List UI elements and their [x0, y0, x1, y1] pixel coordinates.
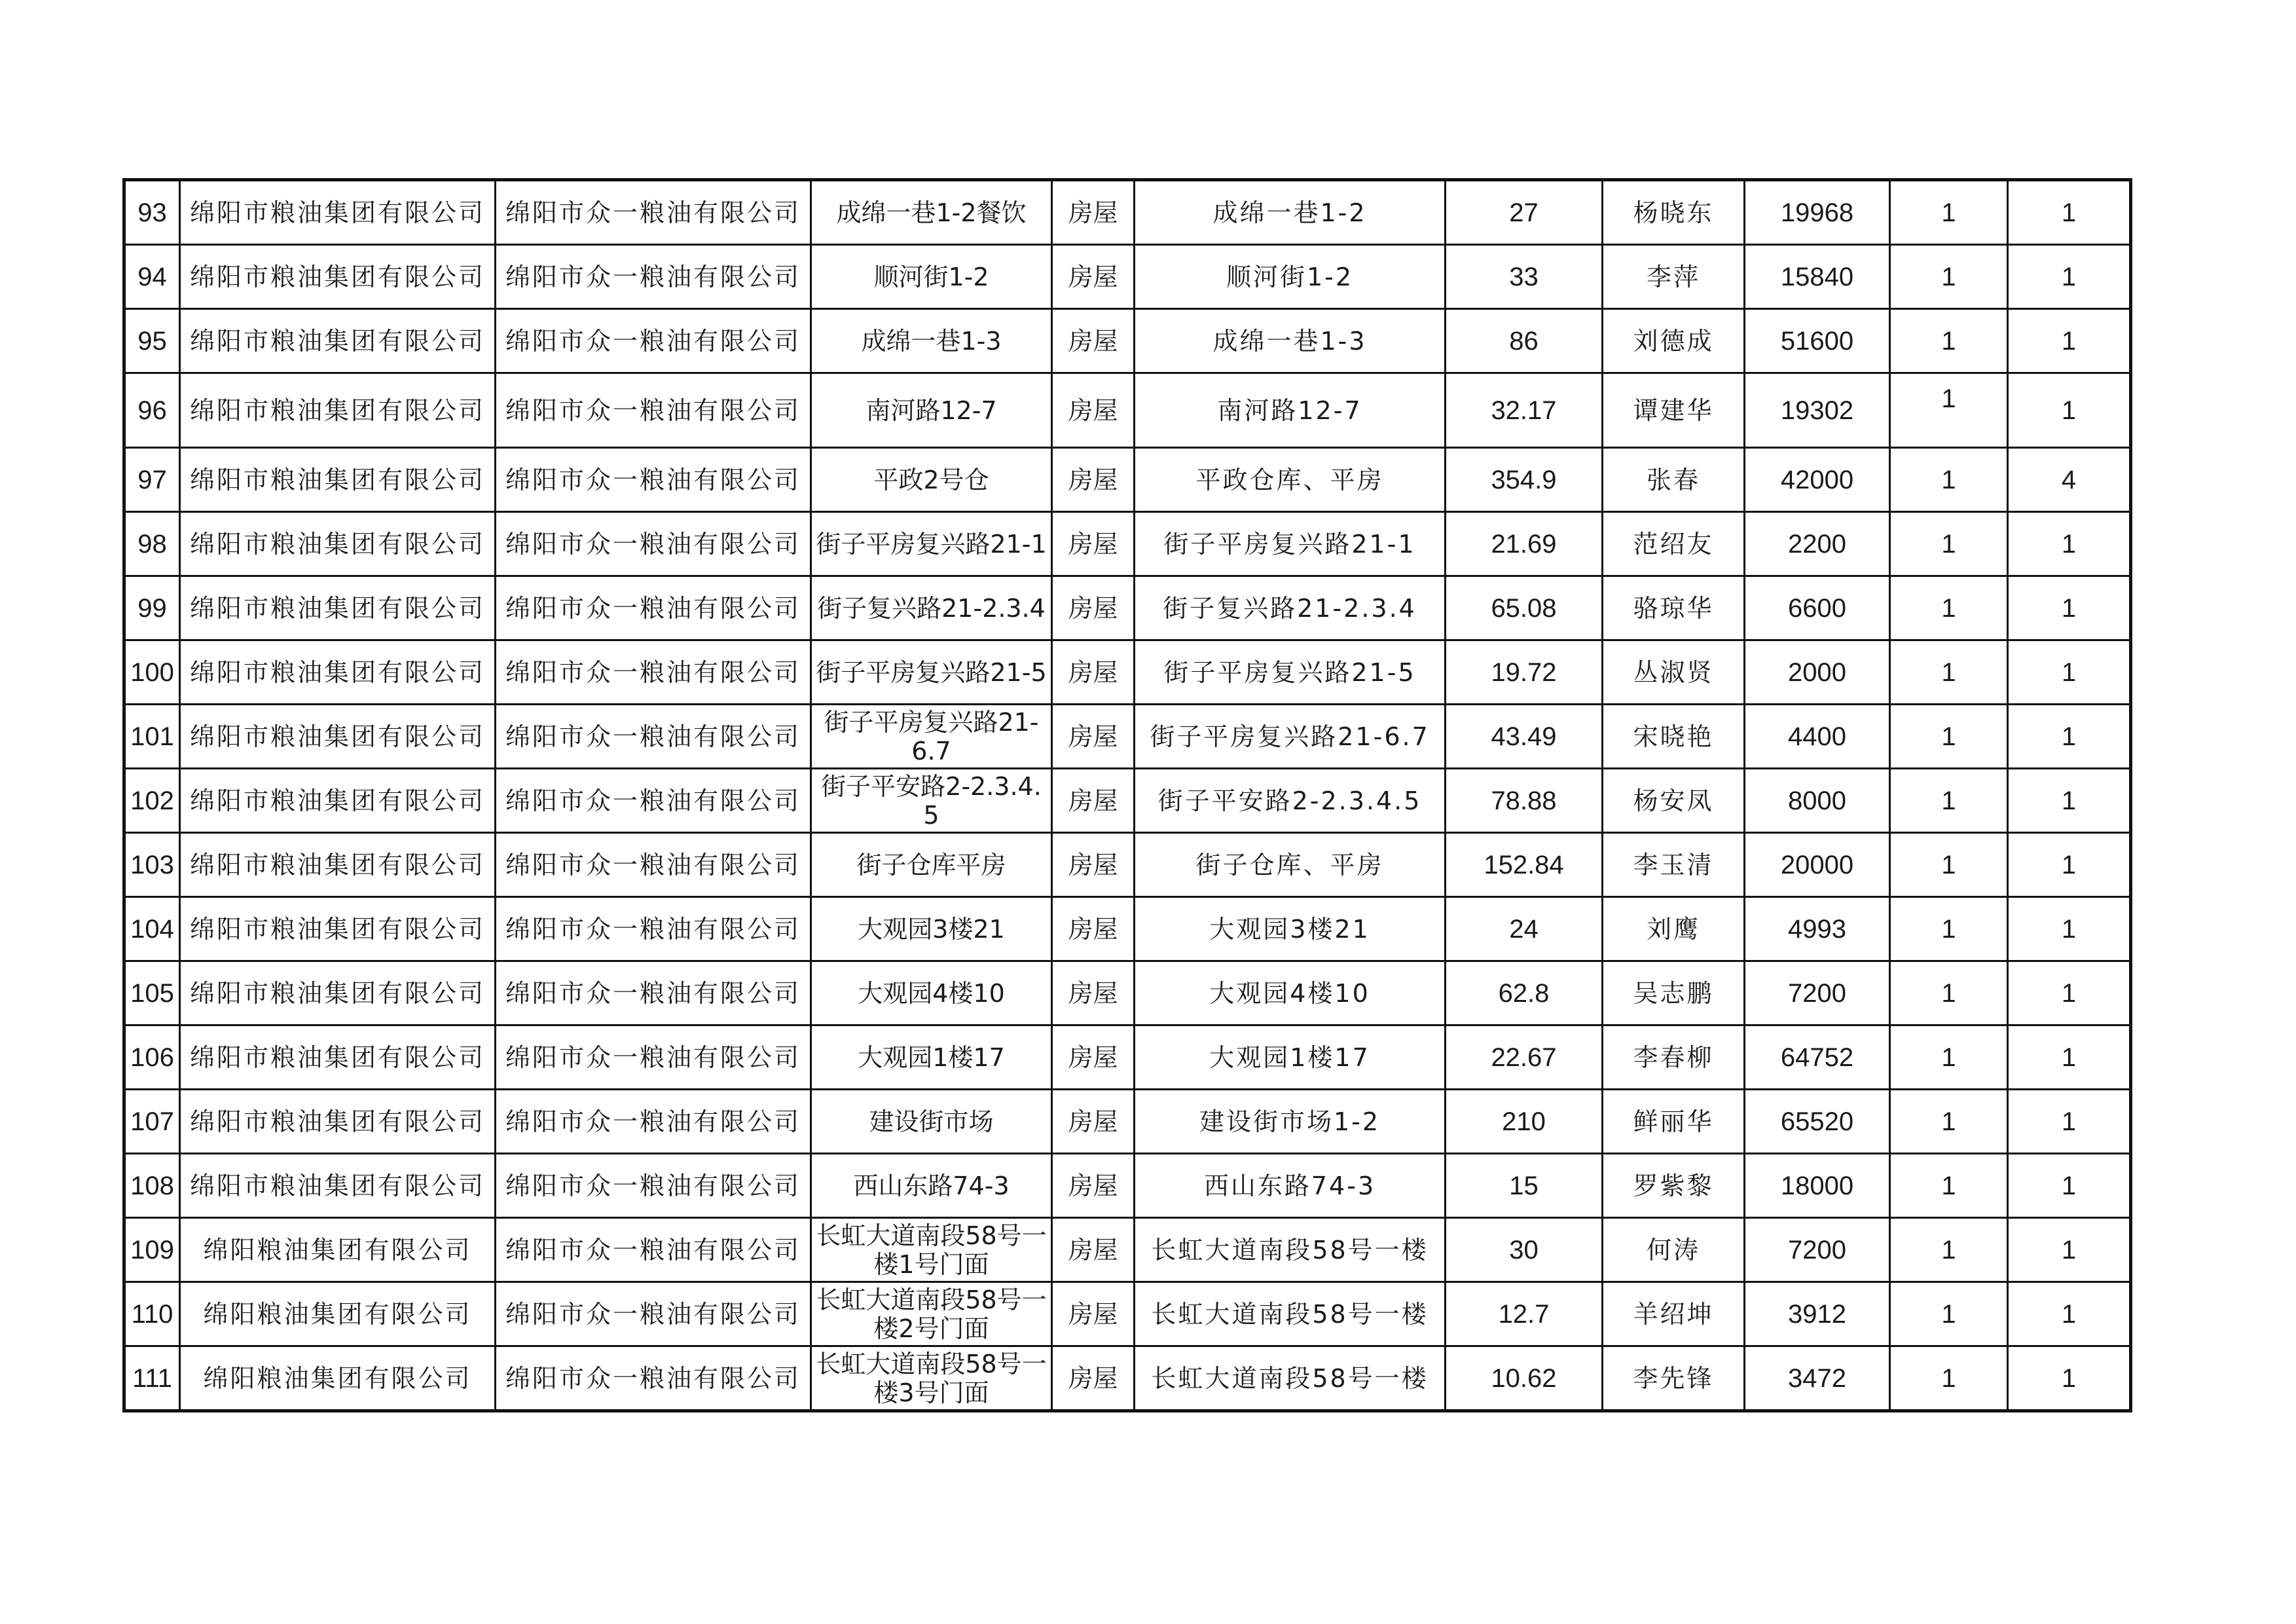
- count-cell: 1: [2008, 705, 2131, 769]
- quantity-cell: 1: [1890, 1090, 2008, 1154]
- asset-name-cell: 平政2号仓: [811, 448, 1052, 512]
- operator-company-cell: 绵阳市众一粮油有限公司: [496, 640, 811, 705]
- row-number-cell: 102: [124, 769, 180, 833]
- count-cell: 1: [2008, 1218, 2131, 1282]
- quantity-cell: 1: [1890, 1025, 2008, 1090]
- table-row: [124, 833, 2131, 897]
- asset-location-cell: 大观园1楼17: [1135, 1025, 1446, 1090]
- asset-name-cell: 顺河街1-2: [811, 245, 1052, 309]
- operator-company-cell: 绵阳市众一粮油有限公司: [496, 705, 811, 769]
- row-number-cell: 104: [124, 897, 180, 961]
- count-cell: 1: [2008, 512, 2131, 576]
- count-cell: 1: [2008, 1090, 2131, 1154]
- row-number-cell: 98: [124, 512, 180, 576]
- quantity-cell: 1: [1890, 245, 2008, 309]
- row-number-cell: 109: [124, 1218, 180, 1282]
- tenant-name-cell: 刘鹰: [1603, 897, 1745, 961]
- asset-location-cell: 长虹大道南段58号一楼: [1135, 1218, 1446, 1282]
- rent-amount-cell: 7200: [1745, 961, 1890, 1025]
- owner-company-cell: 绵阳市粮油集团有限公司: [180, 1154, 496, 1218]
- area-cell: 78.88: [1446, 769, 1603, 833]
- quantity-cell: 1: [1890, 180, 2008, 245]
- asset-type-cell: 房屋: [1052, 897, 1135, 961]
- asset-name-cell: 大观园4楼10: [811, 961, 1052, 1025]
- table-row: [124, 1025, 2131, 1090]
- tenant-name-cell: 李玉清: [1603, 833, 1745, 897]
- operator-company-cell: 绵阳市众一粮油有限公司: [496, 245, 811, 309]
- asset-name-cell: 长虹大道南段58号一楼1号门面: [811, 1218, 1052, 1282]
- tenant-name-cell: 鲜丽华: [1603, 1090, 1745, 1154]
- owner-company-cell: 绵阳市粮油集团有限公司: [180, 309, 496, 373]
- owner-company-cell: 绵阳市粮油集团有限公司: [180, 769, 496, 833]
- tenant-name-cell: 刘德成: [1603, 309, 1745, 373]
- tenant-name-cell: 杨安凤: [1603, 769, 1745, 833]
- operator-company-cell: 绵阳市众一粮油有限公司: [496, 512, 811, 576]
- asset-type-cell: 房屋: [1052, 1218, 1135, 1282]
- operator-company-cell: 绵阳市众一粮油有限公司: [496, 897, 811, 961]
- table-row: [124, 961, 2131, 1025]
- rent-amount-cell: 20000: [1745, 833, 1890, 897]
- owner-company-cell: 绵阳市粮油集团有限公司: [180, 512, 496, 576]
- asset-name-cell: 街子平房复兴路21-5: [811, 640, 1052, 705]
- table-row: [124, 705, 2131, 769]
- asset-type-cell: 房屋: [1052, 448, 1135, 512]
- operator-company-cell: 绵阳市众一粮油有限公司: [496, 769, 811, 833]
- rent-amount-cell: 6600: [1745, 576, 1890, 640]
- area-cell: 43.49: [1446, 705, 1603, 769]
- asset-location-cell: 平政仓库、平房: [1135, 448, 1446, 512]
- asset-location-cell: 街子复兴路21-2.3.4: [1135, 576, 1446, 640]
- quantity-cell: 1: [1890, 833, 2008, 897]
- table-row: [124, 576, 2131, 640]
- asset-name-cell: 长虹大道南段58号一楼3号门面: [811, 1346, 1052, 1411]
- quantity-cell: 1: [1890, 1218, 2008, 1282]
- owner-company-cell: 绵阳市粮油集团有限公司: [180, 640, 496, 705]
- rent-amount-cell: 19968: [1745, 180, 1890, 245]
- row-number-cell: 110: [124, 1282, 180, 1346]
- tenant-name-cell: 杨晓东: [1603, 180, 1745, 245]
- rent-amount-cell: 65520: [1745, 1090, 1890, 1154]
- operator-company-cell: 绵阳市众一粮油有限公司: [496, 1346, 811, 1411]
- owner-company-cell: 绵阳市粮油集团有限公司: [180, 576, 496, 640]
- row-number-cell: 101: [124, 705, 180, 769]
- rent-amount-cell: 8000: [1745, 769, 1890, 833]
- tenant-name-cell: 李春柳: [1603, 1025, 1745, 1090]
- quantity-cell: 1: [1890, 961, 2008, 1025]
- asset-lease-table: [122, 178, 2132, 1412]
- row-number-cell: 100: [124, 640, 180, 705]
- asset-type-cell: 房屋: [1052, 833, 1135, 897]
- asset-type-cell: 房屋: [1052, 769, 1135, 833]
- area-cell: 62.8: [1446, 961, 1603, 1025]
- count-cell: 1: [2008, 245, 2131, 309]
- asset-name-cell: 西山东路74-3: [811, 1154, 1052, 1218]
- operator-company-cell: 绵阳市众一粮油有限公司: [496, 961, 811, 1025]
- quantity-cell: 1: [1890, 1282, 2008, 1346]
- rent-amount-cell: 4993: [1745, 897, 1890, 961]
- area-cell: 354.9: [1446, 448, 1603, 512]
- tenant-name-cell: 罗紫黎: [1603, 1154, 1745, 1218]
- asset-type-cell: 房屋: [1052, 1282, 1135, 1346]
- operator-company-cell: 绵阳市众一粮油有限公司: [496, 373, 811, 448]
- count-cell: 1: [2008, 961, 2131, 1025]
- rent-amount-cell: 3472: [1745, 1346, 1890, 1411]
- count-cell: 1: [2008, 373, 2131, 448]
- asset-location-cell: 大观园4楼10: [1135, 961, 1446, 1025]
- asset-location-cell: 长虹大道南段58号一楼: [1135, 1346, 1446, 1411]
- row-number-cell: 106: [124, 1025, 180, 1090]
- row-number-cell: 107: [124, 1090, 180, 1154]
- owner-company-cell: 绵阳粮油集团有限公司: [180, 1346, 496, 1411]
- operator-company-cell: 绵阳市众一粮油有限公司: [496, 448, 811, 512]
- area-cell: 24: [1446, 897, 1603, 961]
- asset-name-cell: 大观园3楼21: [811, 897, 1052, 961]
- quantity-cell: 1: [1890, 1154, 2008, 1218]
- table-row: [124, 373, 2131, 448]
- rent-amount-cell: 19302: [1745, 373, 1890, 448]
- count-cell: 1: [2008, 769, 2131, 833]
- operator-company-cell: 绵阳市众一粮油有限公司: [496, 180, 811, 245]
- owner-company-cell: 绵阳市粮油集团有限公司: [180, 245, 496, 309]
- asset-type-cell: 房屋: [1052, 961, 1135, 1025]
- row-number-cell: 94: [124, 245, 180, 309]
- tenant-name-cell: 李先锋: [1603, 1346, 1745, 1411]
- row-number-cell: 95: [124, 309, 180, 373]
- count-cell: 1: [2008, 1282, 2131, 1346]
- operator-company-cell: 绵阳市众一粮油有限公司: [496, 1282, 811, 1346]
- area-cell: 27: [1446, 180, 1603, 245]
- owner-company-cell: 绵阳市粮油集团有限公司: [180, 833, 496, 897]
- rent-amount-cell: 2000: [1745, 640, 1890, 705]
- owner-company-cell: 绵阳市粮油集团有限公司: [180, 897, 496, 961]
- asset-name-cell: 大观园1楼17: [811, 1025, 1052, 1090]
- asset-location-cell: 街子平房复兴路21-6.7: [1135, 705, 1446, 769]
- area-cell: 12.7: [1446, 1282, 1603, 1346]
- count-cell: 1: [2008, 180, 2131, 245]
- area-cell: 86: [1446, 309, 1603, 373]
- tenant-name-cell: 羊绍坤: [1603, 1282, 1745, 1346]
- asset-type-cell: 房屋: [1052, 512, 1135, 576]
- asset-type-cell: 房屋: [1052, 1346, 1135, 1411]
- area-cell: 21.69: [1446, 512, 1603, 576]
- quantity-cell: 1: [1890, 576, 2008, 640]
- rent-amount-cell: 51600: [1745, 309, 1890, 373]
- table-row: [124, 1282, 2131, 1346]
- quantity-cell: 1: [1890, 309, 2008, 373]
- operator-company-cell: 绵阳市众一粮油有限公司: [496, 1025, 811, 1090]
- row-number-cell: 105: [124, 961, 180, 1025]
- row-number-cell: 111: [124, 1346, 180, 1411]
- table-row: [124, 1090, 2131, 1154]
- asset-location-cell: 顺河街1-2: [1135, 245, 1446, 309]
- rent-amount-cell: 64752: [1745, 1025, 1890, 1090]
- table-row: [124, 769, 2131, 833]
- owner-company-cell: 绵阳市粮油集团有限公司: [180, 705, 496, 769]
- table-row: [124, 512, 2131, 576]
- count-cell: 1: [2008, 1346, 2131, 1411]
- asset-location-cell: 建设街市场1-2: [1135, 1090, 1446, 1154]
- count-cell: 1: [2008, 833, 2131, 897]
- area-cell: 210: [1446, 1090, 1603, 1154]
- asset-name-cell: 长虹大道南段58号一楼2号门面: [811, 1282, 1052, 1346]
- table-row: [124, 309, 2131, 373]
- quantity-cell: 1: [1890, 640, 2008, 705]
- tenant-name-cell: 何涛: [1603, 1218, 1745, 1282]
- row-number-cell: 96: [124, 373, 180, 448]
- table-row: [124, 245, 2131, 309]
- quantity-cell: 1: [1890, 1346, 2008, 1411]
- asset-type-cell: 房屋: [1052, 1154, 1135, 1218]
- asset-name-cell: 成绵一巷1-3: [811, 309, 1052, 373]
- count-cell: 1: [2008, 640, 2131, 705]
- rent-amount-cell: 4400: [1745, 705, 1890, 769]
- quantity-cell: 1: [1890, 705, 2008, 769]
- owner-company-cell: 绵阳市粮油集团有限公司: [180, 180, 496, 245]
- table-row: [124, 448, 2131, 512]
- tenant-name-cell: 范绍友: [1603, 512, 1745, 576]
- table-row: [124, 1346, 2131, 1411]
- asset-name-cell: 街子平安路2-2.3.4.5: [811, 769, 1052, 833]
- table-row: [124, 640, 2131, 705]
- asset-name-cell: 街子仓库平房: [811, 833, 1052, 897]
- asset-type-cell: 房屋: [1052, 180, 1135, 245]
- row-number-cell: 99: [124, 576, 180, 640]
- asset-name-cell: 建设街市场: [811, 1090, 1052, 1154]
- asset-name-cell: 成绵一巷1-2餐饮: [811, 180, 1052, 245]
- asset-type-cell: 房屋: [1052, 309, 1135, 373]
- quantity-cell: 1: [1890, 448, 2008, 512]
- count-cell: 4: [2008, 448, 2131, 512]
- asset-location-cell: 街子平房复兴路21-1: [1135, 512, 1446, 576]
- area-cell: 32.17: [1446, 373, 1603, 448]
- asset-location-cell: 西山东路74-3: [1135, 1154, 1446, 1218]
- area-cell: 22.67: [1446, 1025, 1603, 1090]
- rent-amount-cell: 3912: [1745, 1282, 1890, 1346]
- operator-company-cell: 绵阳市众一粮油有限公司: [496, 833, 811, 897]
- owner-company-cell: 绵阳市粮油集团有限公司: [180, 373, 496, 448]
- area-cell: 10.62: [1446, 1346, 1603, 1411]
- table-row: [124, 1218, 2131, 1282]
- asset-type-cell: 房屋: [1052, 1090, 1135, 1154]
- asset-name-cell: 街子平房复兴路21-1: [811, 512, 1052, 576]
- area-cell: 33: [1446, 245, 1603, 309]
- row-number-cell: 97: [124, 448, 180, 512]
- rent-amount-cell: 42000: [1745, 448, 1890, 512]
- count-cell: 1: [2008, 1025, 2131, 1090]
- area-cell: 65.08: [1446, 576, 1603, 640]
- asset-name-cell: 街子复兴路21-2.3.4: [811, 576, 1052, 640]
- quantity-cell: 1: [1890, 373, 2008, 448]
- area-cell: 15: [1446, 1154, 1603, 1218]
- tenant-name-cell: 吴志鹏: [1603, 961, 1745, 1025]
- rent-amount-cell: 15840: [1745, 245, 1890, 309]
- tenant-name-cell: 丛淑贤: [1603, 640, 1745, 705]
- asset-name-cell: 街子平房复兴路21-6.7: [811, 705, 1052, 769]
- quantity-cell: 1: [1890, 512, 2008, 576]
- operator-company-cell: 绵阳市众一粮油有限公司: [496, 1154, 811, 1218]
- count-cell: 1: [2008, 576, 2131, 640]
- asset-type-cell: 房屋: [1052, 373, 1135, 448]
- asset-location-cell: 长虹大道南段58号一楼: [1135, 1282, 1446, 1346]
- asset-type-cell: 房屋: [1052, 705, 1135, 769]
- asset-type-cell: 房屋: [1052, 576, 1135, 640]
- operator-company-cell: 绵阳市众一粮油有限公司: [496, 1090, 811, 1154]
- count-cell: 1: [2008, 897, 2131, 961]
- operator-company-cell: 绵阳市众一粮油有限公司: [496, 1218, 811, 1282]
- asset-type-cell: 房屋: [1052, 640, 1135, 705]
- rent-amount-cell: 7200: [1745, 1218, 1890, 1282]
- asset-location-cell: 成绵一巷1-3: [1135, 309, 1446, 373]
- area-cell: 152.84: [1446, 833, 1603, 897]
- area-cell: 30: [1446, 1218, 1603, 1282]
- asset-location-cell: 街子仓库、平房: [1135, 833, 1446, 897]
- operator-company-cell: 绵阳市众一粮油有限公司: [496, 309, 811, 373]
- tenant-name-cell: 李萍: [1603, 245, 1745, 309]
- row-number-cell: 103: [124, 833, 180, 897]
- rent-amount-cell: 18000: [1745, 1154, 1890, 1218]
- asset-location-cell: 大观园3楼21: [1135, 897, 1446, 961]
- tenant-name-cell: 宋晓艳: [1603, 705, 1745, 769]
- quantity-cell: 1: [1890, 769, 2008, 833]
- asset-location-cell: 街子平安路2-2.3.4.5: [1135, 769, 1446, 833]
- table-row: [124, 1154, 2131, 1218]
- quantity-cell: 1: [1890, 897, 2008, 961]
- count-cell: 1: [2008, 309, 2131, 373]
- owner-company-cell: 绵阳市粮油集团有限公司: [180, 1090, 496, 1154]
- rent-amount-cell: 2200: [1745, 512, 1890, 576]
- tenant-name-cell: 骆琼华: [1603, 576, 1745, 640]
- asset-location-cell: 街子平房复兴路21-5: [1135, 640, 1446, 705]
- table-row: [124, 180, 2131, 245]
- row-number-cell: 108: [124, 1154, 180, 1218]
- operator-company-cell: 绵阳市众一粮油有限公司: [496, 576, 811, 640]
- table-body: [124, 180, 2131, 1411]
- area-cell: 19.72: [1446, 640, 1603, 705]
- table-row: [124, 897, 2131, 961]
- asset-name-cell: 南河路12-7: [811, 373, 1052, 448]
- count-cell: 1: [2008, 1154, 2131, 1218]
- asset-type-cell: 房屋: [1052, 1025, 1135, 1090]
- owner-company-cell: 绵阳粮油集团有限公司: [180, 1282, 496, 1346]
- asset-type-cell: 房屋: [1052, 245, 1135, 309]
- asset-location-cell: 成绵一巷1-2: [1135, 180, 1446, 245]
- owner-company-cell: 绵阳粮油集团有限公司: [180, 1218, 496, 1282]
- owner-company-cell: 绵阳市粮油集团有限公司: [180, 1025, 496, 1090]
- owner-company-cell: 绵阳市粮油集团有限公司: [180, 961, 496, 1025]
- row-number-cell: 93: [124, 180, 180, 245]
- tenant-name-cell: 张春: [1603, 448, 1745, 512]
- asset-location-cell: 南河路12-7: [1135, 373, 1446, 448]
- tenant-name-cell: 谭建华: [1603, 373, 1745, 448]
- owner-company-cell: 绵阳市粮油集团有限公司: [180, 448, 496, 512]
